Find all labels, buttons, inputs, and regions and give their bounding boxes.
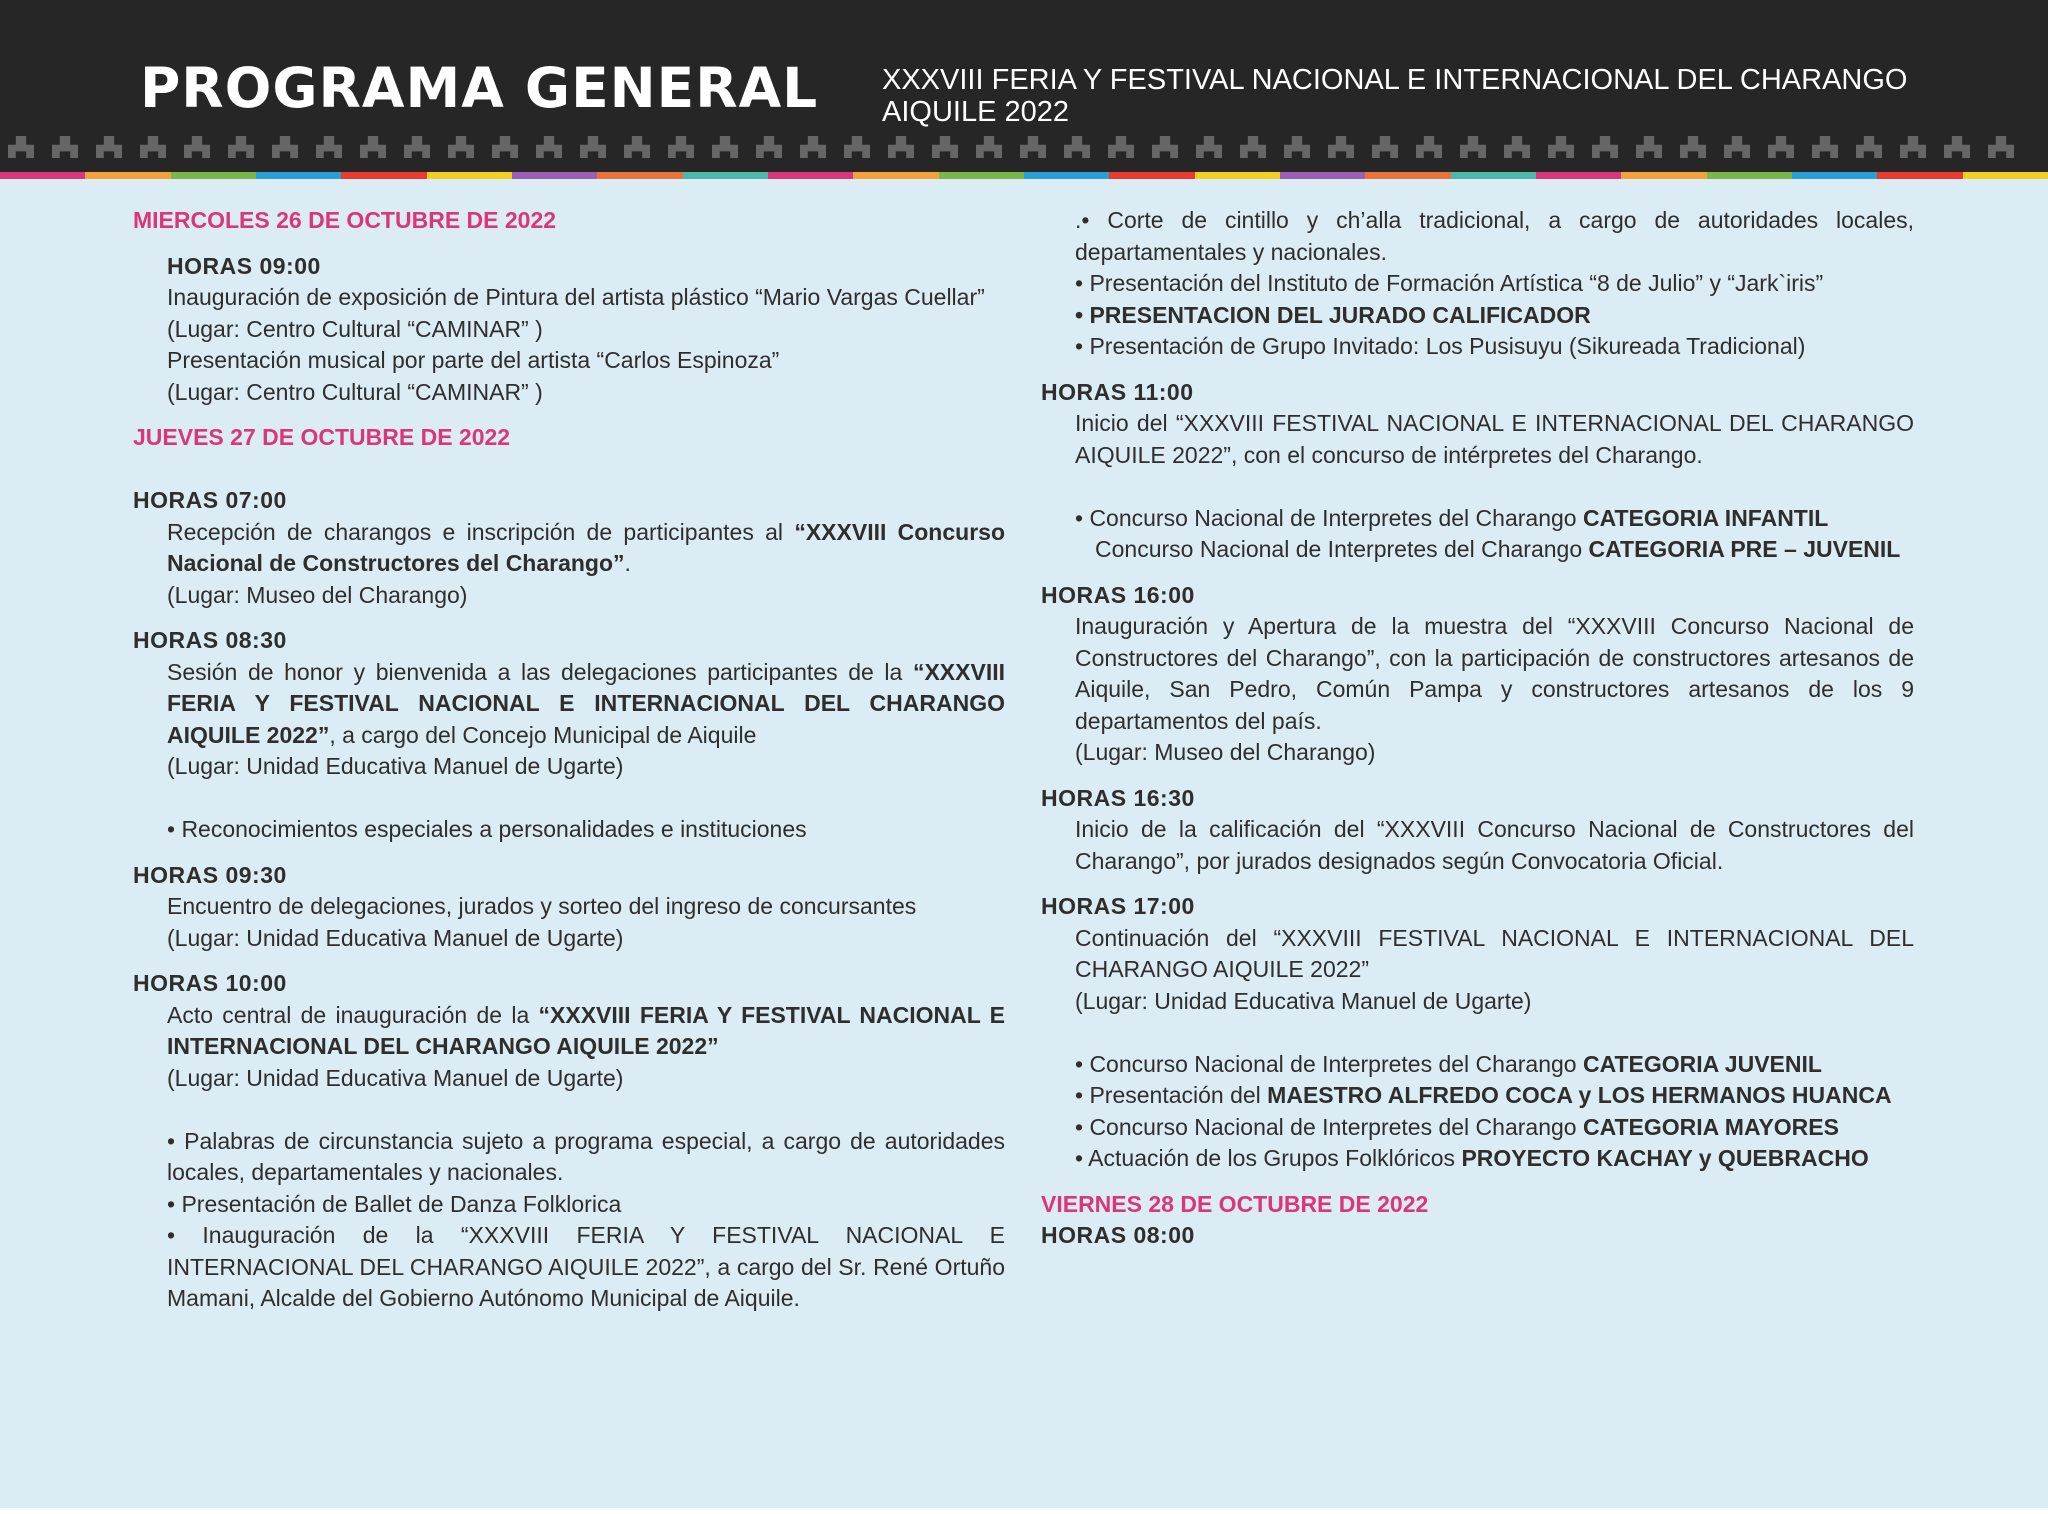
day-heading: VIERNES 28 DE OCTUBRE DE 2022	[1041, 1190, 1429, 1217]
stripe-segment	[1877, 172, 1962, 179]
stripe-segment	[0, 172, 85, 179]
bottom-edge	[0, 1508, 2048, 1514]
bullet-item: • Palabras de circunstancia sujeto a programa especial, a cargo de autoridades locales, departamentales y nacionales.	[167, 1127, 1005, 1185]
pattern-glyph-icon	[1944, 136, 1970, 158]
pattern-glyph-icon	[52, 136, 78, 158]
pattern-glyph-icon	[1108, 136, 1134, 158]
pattern-glyph-icon	[1372, 136, 1398, 158]
pattern-glyph-icon	[580, 136, 606, 158]
header-banner	[0, 0, 2048, 178]
time-heading: HORAS 08:30	[133, 627, 287, 653]
pattern-glyph-icon	[1328, 136, 1354, 158]
event-location: (Lugar: Unidad Educativa Manuel de Ugarte)	[167, 1064, 624, 1091]
pattern-glyph-icon	[1460, 136, 1486, 158]
time-heading: HORAS 08:00	[1041, 1222, 1195, 1248]
bullet-item: • Presentación de Grupo Invitado: Los Pusisuyu (Sikureada Tradicional)	[1075, 333, 1806, 359]
bullet-item: • Concurso Nacional de Interpretes del Charango CATEGORIA MAYORES	[1075, 1113, 1839, 1140]
stripe-segment	[1792, 172, 1877, 179]
stripe-segment	[768, 172, 853, 179]
event-description: Acto central de inauguración de la “XXXVIII FERIA Y FESTIVAL NACIONAL E INTERNACIONAL DEL CHARANGO AIQUILE 2022”	[167, 1001, 1005, 1059]
day-heading: JUEVES 27 DE OCTUBRE DE 2022	[133, 424, 511, 450]
stripe-segment	[1707, 172, 1792, 179]
pattern-glyph-icon	[1724, 136, 1750, 158]
stripe-segment	[256, 172, 341, 179]
pattern-glyph-icon	[228, 136, 254, 158]
bullet-item: • Presentación del MAESTRO ALFREDO COCA y LOS HERMANOS HUANCA	[1075, 1082, 1892, 1108]
stripe-segment	[1109, 172, 1194, 179]
stripe-segment	[1365, 172, 1450, 179]
left-column	[133, 205, 1005, 1315]
event-description: Presentación musical por parte del artista “Carlos Espinoza”	[167, 347, 780, 373]
pattern-glyph-icon	[1020, 136, 1046, 158]
pattern-glyph-icon	[8, 136, 34, 158]
pattern-glyph-icon	[668, 136, 694, 158]
schedule-block	[133, 1000, 1005, 1315]
time-heading: HORAS 09:00	[167, 252, 321, 279]
time-heading: HORAS 11:00	[1041, 378, 1194, 405]
event-description: Continuación del “XXXVIII FESTIVAL NACIONAL E INTERNACIONAL DEL CHARANGO AIQUILE 2022”	[1075, 924, 1914, 982]
pattern-glyph-icon	[1284, 136, 1310, 158]
event-description: Inicio del “XXXVIII FESTIVAL NACIONAL E INTERNACIONAL DEL CHARANGO AIQUILE 2022”, con el concurso de intérpretes del Charango.	[1075, 410, 1914, 468]
bullet-item: • Reconocimientos especiales a personalidades e instituciones	[167, 816, 807, 842]
pattern-glyph-icon	[1812, 136, 1838, 158]
bullet-item: • PRESENTACION DEL JURADO CALIFICADOR	[1075, 301, 1591, 328]
event-location: (Lugar: Museo del Charango)	[1075, 739, 1376, 765]
bullet-item: • Presentación de Ballet de Danza Folklorica	[167, 1190, 622, 1217]
schedule-block	[1041, 408, 1914, 566]
pattern-glyph-icon	[316, 136, 342, 158]
subtitle-line-1: XXXVIII FERIA Y FESTIVAL NACIONAL E INTERNACIONAL DEL CHARANGO	[882, 64, 1908, 96]
schedule-block	[1041, 611, 1914, 769]
pattern-glyph-icon	[1592, 136, 1618, 158]
stripe-segment	[1621, 172, 1706, 179]
stripe-segment	[1280, 172, 1365, 179]
stripe-segment	[1451, 172, 1536, 179]
stripe-segment	[853, 172, 938, 179]
event-description: Inauguración y Apertura de la muestra del “XXXVIII Concurso Nacional de Constructores del Charango”, con la participación de constructores artesanos de Aiquile, San Pedro, Común Pampa y constructores artesanos de los 9 departamentos del país.	[1075, 613, 1914, 734]
stripe-segment	[512, 172, 597, 179]
time-heading: HORAS 09:30	[133, 861, 287, 888]
schedule-block	[1041, 205, 1914, 363]
day-heading: MIERCOLES 26 DE OCTUBRE DE 2022	[133, 207, 557, 233]
pattern-glyph-icon	[536, 136, 562, 158]
pattern-glyph-icon	[1504, 136, 1530, 158]
bullet-item: • Inauguración de la “XXXVIII FERIA Y FESTIVAL NACIONAL E INTERNACIONAL DEL CHARANGO AIQUILE 2022”, a cargo del Sr. René Ortuño Mamani, Alcalde del Gobierno Autónomo Municipal de Aiquile.	[167, 1222, 1005, 1311]
pattern-glyph-icon	[1636, 136, 1662, 158]
schedule-block	[133, 251, 1005, 409]
pattern-glyph-icon	[1152, 136, 1178, 158]
subtitle-line-2: AIQUILE 2022	[882, 96, 1069, 128]
schedule-block	[133, 891, 1005, 954]
pattern-glyph-icon	[844, 136, 870, 158]
stripe-segment	[85, 172, 170, 179]
pattern-glyph-icon	[756, 136, 782, 158]
schedule-block	[1041, 923, 1914, 1175]
pattern-glyph-icon	[1064, 136, 1090, 158]
pattern-glyph-icon	[800, 136, 826, 158]
stripe-segment	[1963, 172, 2048, 179]
event-location: (Lugar: Unidad Educativa Manuel de Ugarte)	[167, 924, 624, 951]
pattern-glyph-icon	[492, 136, 518, 158]
pattern-glyph-icon	[1416, 136, 1442, 158]
stripe-segment	[341, 172, 426, 179]
pattern-glyph-icon	[272, 136, 298, 158]
pattern-glyph-icon	[1988, 136, 2014, 158]
pattern-glyph-icon	[1680, 136, 1706, 158]
time-heading: HORAS 16:00	[1041, 581, 1195, 608]
stripe-segment	[1024, 172, 1109, 179]
page-title: PROGRAMA GENERAL	[140, 56, 819, 120]
pattern-glyph-icon	[976, 136, 1002, 158]
event-location: (Lugar: Centro Cultural “CAMINAR” )	[167, 378, 543, 405]
stripe-segment	[171, 172, 256, 179]
event-subtitle	[882, 64, 1907, 128]
pattern-glyph-icon	[96, 136, 122, 158]
stripe-segment	[1536, 172, 1621, 179]
pattern-glyph-icon	[1768, 136, 1794, 158]
bullet-item: • Actuación de los Grupos Folklóricos PROYECTO KACHAY y QUEBRACHO	[1075, 1145, 1869, 1171]
schedule-block	[1041, 814, 1914, 877]
event-description: Inicio de la calificación del “XXXVIII Concurso Nacional de Constructores del Charango”, por jurados designados según Convocatoria Oficial.	[1075, 816, 1914, 874]
event-location: (Lugar: Unidad Educativa Manuel de Ugarte)	[167, 753, 624, 779]
color-stripe-border	[0, 172, 2048, 179]
schedule-block	[133, 517, 1005, 612]
pattern-glyph-icon	[1240, 136, 1266, 158]
stripe-segment	[683, 172, 768, 179]
pattern-glyph-icon	[1548, 136, 1574, 158]
event-location: (Lugar: Unidad Educativa Manuel de Ugarte)	[1075, 987, 1532, 1014]
right-column	[1041, 205, 1914, 1252]
event-description: Sesión de honor y bienvenida a las delegaciones participantes de la “XXXVIII FERIA Y FESTIVAL NACIONAL E INTERNACIONAL DEL CHARANGO AIQUILE 2022”, a cargo del Concejo Municipal de Aiquile	[167, 658, 1005, 748]
event-description: Encuentro de delegaciones, jurados y sorteo del ingreso de concursantes	[167, 893, 917, 919]
bullet-item: .• Corte de cintillo y ch’alla tradicional, a cargo de autoridades locales, departamentales y nacionales.	[1075, 207, 1914, 265]
pattern-glyph-icon	[1196, 136, 1222, 158]
event-description: Recepción de charangos e inscripción de participantes al “XXXVIII Concurso Nacional de Constructores del Charango”.	[167, 518, 1005, 576]
stripe-segment	[597, 172, 682, 179]
time-heading: HORAS 17:00	[1041, 893, 1195, 919]
stripe-segment	[939, 172, 1024, 179]
pattern-glyph-icon	[184, 136, 210, 158]
time-heading: HORAS 16:30	[1041, 784, 1195, 811]
event-location: (Lugar: Centro Cultural “CAMINAR” )	[167, 315, 543, 342]
time-heading: HORAS 10:00	[133, 970, 287, 996]
bullet-item: • Presentación del Instituto de Formación Artística “8 de Julio” y “Jark`iris”	[1075, 270, 1824, 296]
event-location: (Lugar: Museo del Charango)	[167, 581, 468, 608]
pattern-glyph-icon	[1856, 136, 1882, 158]
pattern-glyph-icon	[888, 136, 914, 158]
pattern-glyph-icon	[140, 136, 166, 158]
pattern-glyph-icon	[624, 136, 650, 158]
pattern-glyph-icon	[404, 136, 430, 158]
pattern-glyph-icon	[360, 136, 386, 158]
schedule-block	[133, 657, 1005, 846]
pattern-glyph-icon	[712, 136, 738, 158]
bullet-item: Concurso Nacional de Interpretes del Charango CATEGORIA PRE – JUVENIL	[1095, 536, 1901, 562]
pattern-glyph-icon	[1900, 136, 1926, 158]
pattern-glyph-icon	[932, 136, 958, 158]
pattern-glyph-icon	[448, 136, 474, 158]
bullet-item: • Concurso Nacional de Interpretes del Charango CATEGORIA INFANTIL	[1075, 504, 1829, 531]
bullet-item: • Concurso Nacional de Interpretes del Charango CATEGORIA JUVENIL	[1075, 1050, 1822, 1077]
decorative-pattern	[0, 136, 2048, 164]
event-description: Inauguración de exposición de Pintura del artista plástico “Mario Vargas Cuellar”	[167, 284, 985, 310]
stripe-segment	[1195, 172, 1280, 179]
time-heading: HORAS 07:00	[133, 487, 287, 513]
stripe-segment	[427, 172, 512, 179]
